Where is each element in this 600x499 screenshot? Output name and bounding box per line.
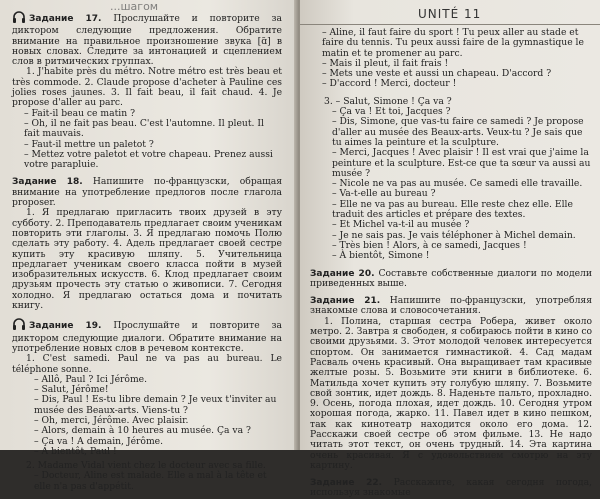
- task-21-instruction: Напишите по-французски, употребляя знакомые слова и словосочетания.: [310, 295, 592, 317]
- dialogue-line: – Elle ne va pas au bureau. Elle reste chez elle. Elle traduit des articles et prépare des textes.: [332, 198, 573, 221]
- task-19-intro: 1. C'est samedi. Paul ne va pas au bureau. Le téléphone sonne.: [12, 353, 282, 375]
- dialogue-line: – Merci, Jacques ! Avec plaisir ! Il est vrai que j'aime la peinture et la sculpture. Est-ce que ta sœur va aussi au musée ?: [332, 147, 591, 179]
- dialogue-line: – Docteur, Aline est malade. Elle a mal à la tête et elle n'a pas d'appétit.: [34, 470, 267, 492]
- dialogue-line: – Et Michel va-t-il au musée ?: [332, 219, 470, 231]
- dialogue-line: – Dis, Paul ! Es-tu libre demain ? Je veux t'inviter au musée des Beaux-arts. Viens-tu ?: [34, 394, 277, 416]
- dialogue-line: – Mettez votre paletot et votre chapeau. Prenez aussi votre parapluie.: [24, 148, 273, 171]
- task-20-label: Задание 20.: [310, 268, 375, 279]
- task-18: [12, 177, 282, 311]
- header-rule: [300, 24, 600, 25]
- dialogue-line: – Alors, demain à 10 heures au musée. Ça va ?: [34, 425, 251, 437]
- dialogue-line: – Ça va ! A demain, Jérôme.: [34, 435, 164, 447]
- dialogue-line: – A bientôt, Paul !: [34, 445, 117, 457]
- right-page: [300, 0, 600, 499]
- task-20-instruction: Составьте собственные диалоги по модели приведенных выше.: [310, 267, 593, 289]
- task-22-instruction: Расскажите, какая сегодня погода, используя знакомые: [310, 477, 592, 499]
- dialogue-line: – Salut, Jérôme!: [34, 384, 109, 396]
- dialogue-line: – Oh, il ne fait pas beau. C'est l'automne. Il pleut. Il fait mauvais.: [24, 117, 264, 140]
- dialogue-line: – Mets une veste et aussi un chapeau. D'accord ?: [322, 68, 552, 80]
- left-page: [0, 0, 298, 492]
- dialogue-line: – Faut-il mettre un paletot ?: [24, 138, 154, 150]
- task-22: [310, 478, 592, 499]
- dialogue-line: – Nicole ne va pas au musée. Ce samedi elle travaille.: [332, 178, 583, 190]
- dialogue-line: – Oh, merci, Jérôme. Avec plaisir.: [34, 414, 189, 426]
- task-17: [12, 11, 282, 170]
- headphones-icon: [12, 11, 26, 26]
- task-17-sentences: 1. J'habite près du métro. Notre métro est très beau et très commode. 2. Claude propose d'acheter à Pauline ces jolies roses jaunes. 3. Il fait beau, il fait chaud. 4. Je propose d'aller au parc.: [12, 66, 282, 109]
- task-19-instruction: Прослушайте и повторите за диктором следующие диалоги. Обратите внимание на употребление новых слов в речевом контексте.: [12, 320, 282, 354]
- task-18-instruction: Напишите по-французски, обращая внимание на употребление предлогов после глагола proposer.: [12, 176, 282, 209]
- headphones-icon: [12, 318, 26, 333]
- dialogue-line: – Très bien ! Alors, à ce samedi, Jacques !: [332, 239, 527, 251]
- task-19-label: Задание 19.: [29, 321, 102, 332]
- right-running-head: UNITÉ 11: [418, 7, 482, 21]
- dialogue-line: – Je ne sais pas. Je vais téléphoner à Michel demain.: [332, 229, 576, 241]
- dialogue-line: – À bientôt, Simone !: [332, 250, 430, 262]
- task-19: [12, 318, 282, 492]
- dialogue-line: – Va-t-elle au bureau ?: [332, 188, 436, 200]
- dialogue-line: – Allô, Paul ? Ici Jérôme.: [34, 373, 148, 385]
- task-22-label: Задание 22.: [310, 478, 383, 489]
- left-running-head: ...шагом: [110, 0, 159, 13]
- task-21: [310, 296, 592, 471]
- dialogue-3-start: 3. – Salut, Simone ! Ça va ?: [324, 95, 452, 107]
- task-20: [310, 269, 592, 290]
- dialogue-line: – Fait-il beau ce matin ?: [24, 107, 135, 119]
- dialogue-line: – Dis, Simone, que vas-tu faire ce samedi ? Je propose d'aller au musée des Beaux-arts. Veux-tu ? Je sais que tu aimes la peinture et la sculpture.: [332, 116, 584, 148]
- task-17-instruction: Прослушайте и повторите за диктором следующие предложения. Обратите внимание на правильное произношение звука [ɑ̃] в новых словах. Следите за интонацией и сцеплением слов в ритмических группах.: [12, 13, 282, 68]
- task-18-label: Задание 18.: [12, 177, 83, 188]
- task-18-sentences: 1. Я предлагаю пригласить твоих друзей в эту субботу. 2. Преподаватель предлагает своим ученикам повторить эти глаголы. 3. Я предлагаю помочь Полю сделать эту работу. 4. Адель предлагает своей сестре купить эту красивую шляпу. 5. Учительница предлагает ученикам своего класса пойти в музей изобразительных искусств. 6. Клод предлагает своим друзьям прочесть эту статью о живописи. 7. Сегодня холодно. Я предлагаю остаться дома и почитать книгу.: [12, 207, 282, 312]
- dialogue-line: – Aline, il faut faire du sport ! Tu peux aller au stade et faire du tennis. Tu peux aussi faire de la gymnastique le matin et te promener au parc.: [322, 27, 584, 59]
- dialogue-line: – Ça va ! Et toi, Jacques ?: [332, 106, 451, 118]
- task-17-label: Задание 17.: [29, 14, 102, 25]
- dialogue-line: – D'accord ! Merci, docteur !: [322, 78, 457, 90]
- task-21-label: Задание 21.: [310, 296, 381, 307]
- left-column: [12, 11, 282, 492]
- dialogue-line: – Mais il pleut, il fait frais !: [322, 57, 449, 69]
- task-19-intro-2: 2. Madame Vidal vient chez le docteur avec sa fille.: [26, 460, 266, 472]
- right-column: [310, 28, 592, 499]
- task-21-sentences: 1. Полина, старшая сестра Робера, живет около метро. 2. Завтра я свободен, я собираюсь пойти в кино со своими друзьями. 3. Этот молодой человек интересуется спортом. Он занимается гимнастикой. 4. Сад мадам Расваль очень красивый. Она выращивает там красивые желтые розы. 5. Возьмите эти книги в библиотеке. 6. Матильда хочет купить эту голубую шляпу. 7. Возьмите свой зонтик, идет дождь. 8. Наденьте пальто, прохладно. 9. Осень, погода плохая, идет дождь. 10. Сегодня утром хорошая погода, жарко. 11. Павел идет в кино пешком, так как кинотеатр находится около его дома. 12. Расскажи своей сестре об этом фильме. 13. Не надо читать этот текст, он очень трудный. 14. Эта картина очень красивая. Я с удовольствием смотрю на эту картину.: [310, 315, 592, 471]
